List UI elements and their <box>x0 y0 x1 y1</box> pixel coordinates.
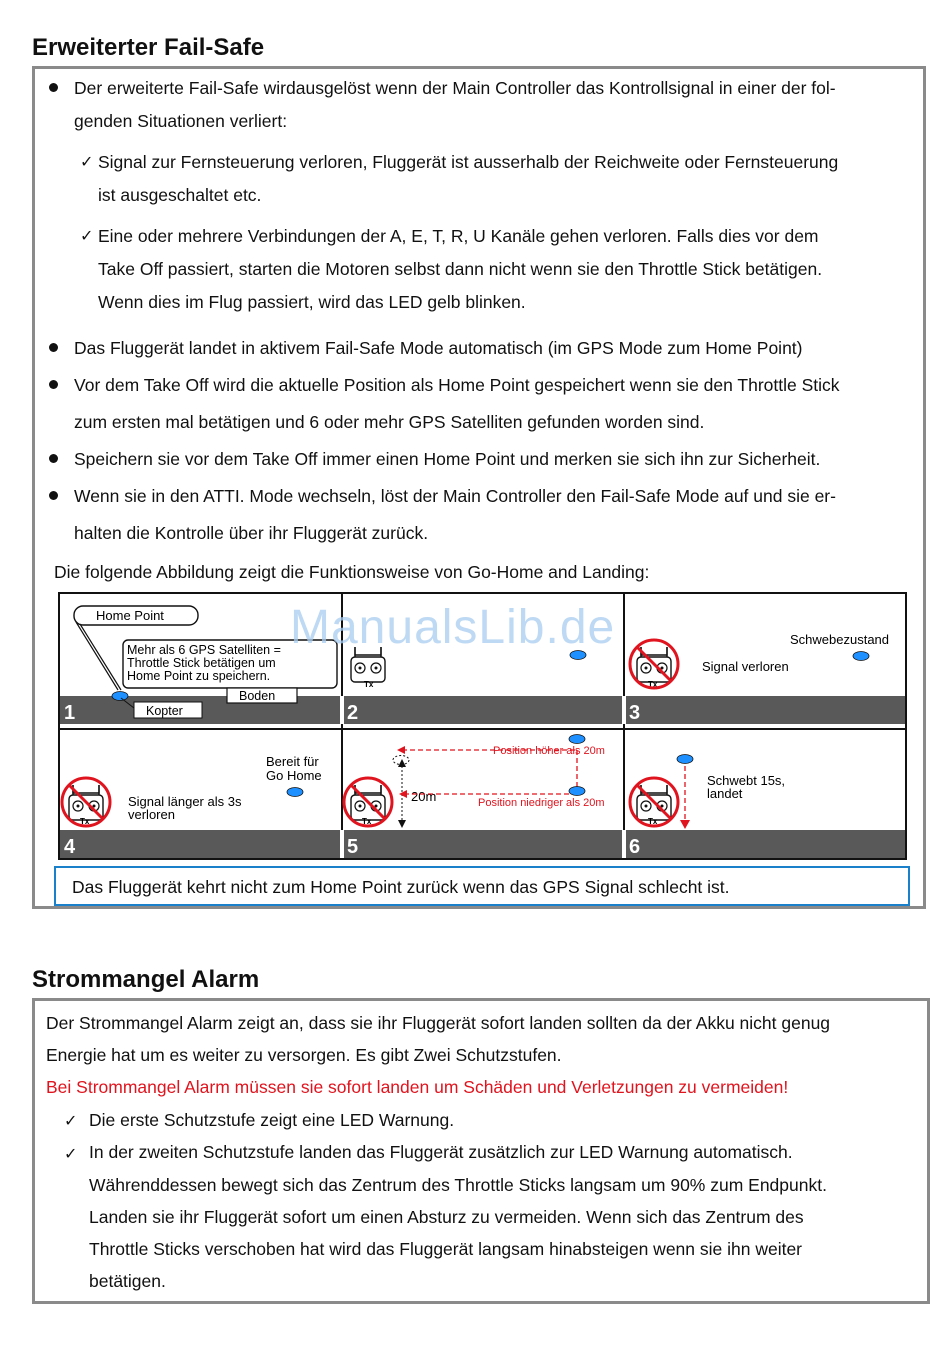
copter-icon <box>569 787 585 796</box>
alarm-intro-line-1: Der Strommangel Alarm zeigt an, dass sie ihr Fluggerät sofort landen sollten da der Akku nicht genug <box>46 1013 831 1033</box>
bullet-icon <box>49 491 58 500</box>
failsafe-bullet-4: Speichern sie vor dem Take Off immer einen Home Point und merken sie sich ihn zur Sicherheit. <box>74 449 821 469</box>
failsafe-bullet-3-line-2: zum ersten mal betätigen und 6 oder mehr GPS Satelliten gefunden worden sind. <box>74 412 705 432</box>
svg-text:Tx: Tx <box>364 680 374 689</box>
checkmark-icon: ✓ <box>64 1144 78 1163</box>
ready-label-line-1: Bereit für <box>266 754 319 769</box>
signal-lost-3s-line-2: verloren <box>128 807 175 822</box>
failsafe-check-2-line-3: Wenn dies im Flug passiert, wird das LED gelb blinken. <box>98 292 526 312</box>
svg-text:Tx: Tx <box>80 817 90 826</box>
gps-note-box <box>54 866 910 906</box>
alarm-check-2-line-4: Throttle Sticks verschoben hat wird das Fluggerät langsam hinabsteigen wenn sie ihn weiter <box>89 1239 803 1259</box>
alarm-check-2-line-5: betätigen. <box>89 1271 166 1291</box>
failsafe-bullet-5-line-2: halten die Kontrolle über ihr Fluggerät zurück. <box>74 523 429 543</box>
failsafe-check-1-line-1: Signal zur Fernsteuerung verloren, Fluggerät ist ausserhalb der Reichweite oder Fernsteuerung <box>98 152 839 172</box>
bullet-icon <box>49 343 58 352</box>
copter-icon <box>287 788 303 797</box>
failsafe-bullet-2: Das Fluggerät landet in aktivem Fail-Safe Mode automatisch (im GPS Mode zum Home Point) <box>74 338 803 358</box>
copter-icon <box>677 755 693 764</box>
ground-label: Boden <box>239 689 276 703</box>
panel-number-3: 3 <box>629 702 641 724</box>
panel-number-5: 5 <box>347 836 359 858</box>
bullet-icon <box>49 454 58 463</box>
signal-lost-label: Signal verloren <box>702 659 789 674</box>
section-title-power-alarm: Strommangel Alarm <box>32 966 260 993</box>
watermark: ManualsLib.de <box>290 601 616 654</box>
panel-bar-bottom <box>60 830 905 858</box>
height-label: 20m <box>411 789 437 804</box>
failsafe-check-2-line-2: Take Off passiert, starten die Motoren selbst dann nicht wenn sie den Throttle Stick betätigen. <box>98 259 823 279</box>
hover-land-line-2: landet <box>707 786 743 801</box>
signal-lost-3s-line-1: Signal länger als 3s <box>128 794 242 809</box>
failsafe-bullet-1-line-2: genden Situationen verliert: <box>74 111 288 131</box>
section-title-failsafe: Erweiterter Fail-Safe <box>32 34 265 61</box>
bullet-icon <box>49 83 58 92</box>
hover-label: Schwebezustand <box>790 632 890 647</box>
alarm-check-2-line-3: Landen sie ihr Fluggerät sofort um einen Absturz zu vermeiden. Wenn sich das Zentrum des <box>89 1207 804 1227</box>
position-lower-label: Position niedriger als 20m <box>478 797 605 809</box>
copter-icon <box>112 692 128 701</box>
checkmark-icon: ✓ <box>80 152 94 171</box>
svg-text:Tx: Tx <box>648 817 658 826</box>
figure-intro: Die folgende Abbildung zeigt die Funktionsweise von Go-Home and Landing: <box>54 562 650 582</box>
gps-note-line-3: Home Point zu speichern. <box>127 669 271 683</box>
failsafe-bullet-1-line-1: Der erweiterte Fail-Safe wirdausgelöst wenn der Main Controller das Kontrollsignal in einer der fol- <box>74 78 836 98</box>
gps-note-line-2: Throttle Stick betätigen um <box>127 656 276 670</box>
checkmark-icon: ✓ <box>64 1111 78 1130</box>
checkmark-icon: ✓ <box>80 226 94 245</box>
failsafe-check-2-line-1: Eine oder mehrere Verbindungen der A, E, T, R, U Kanäle gehen verloren. Falls dies vor dem <box>98 226 819 246</box>
failsafe-bullet-3-line-1: Vor dem Take Off wird die aktuelle Position als Home Point gespeichert wenn sie den Throttle Stick <box>74 375 840 395</box>
panel-number-2: 2 <box>347 702 359 724</box>
svg-text:Tx: Tx <box>362 817 372 826</box>
bullet-icon <box>49 380 58 389</box>
ready-label-line-2: Go Home <box>266 768 322 783</box>
hover-land-line-1: Schwebt 15s, <box>707 773 786 788</box>
panel-number-4: 4 <box>64 836 76 858</box>
home-point-label: Home Point <box>96 608 164 623</box>
copter-icon <box>853 652 869 661</box>
failsafe-bullet-5-line-1: Wenn sie in den ATTI. Mode wechseln, löst der Main Controller den Fail-Safe Mode auf und sie er- <box>74 486 836 506</box>
panel-number-1: 1 <box>64 702 76 724</box>
alarm-intro-line-2: Energie hat um es weiter zu versorgen. Es gibt Zwei Schutzstufen. <box>46 1045 562 1065</box>
alarm-check-2-line-2: Währenddessen bewegt sich das Zentrum des Throttle Sticks langsam um 90% zum Endpunkt. <box>89 1175 827 1195</box>
alarm-check-1: Die erste Schutzstufe zeigt eine LED Warnung. <box>89 1110 455 1130</box>
copter-label: Kopter <box>146 704 183 718</box>
panel-number-6: 6 <box>629 836 641 858</box>
failsafe-check-1-line-2: ist ausgeschaltet etc. <box>98 185 262 205</box>
gps-note-text: Das Fluggerät kehrt nicht zum Home Point zurück wenn das GPS Signal schlecht ist. <box>72 877 730 897</box>
svg-text:Tx: Tx <box>648 680 658 689</box>
gps-note-line-1: Mehr als 6 GPS Satelliten = <box>127 643 281 657</box>
copter-icon <box>569 735 585 744</box>
alarm-check-2-line-1: In der zweiten Schutzstufe landen das Fluggerät zusätzlich zur LED Warnung automatisch. <box>89 1142 793 1162</box>
position-higher-label: Position höher als 20m <box>493 745 605 757</box>
alarm-warning: Bei Strommangel Alarm müssen sie sofort landen um Schäden und Verletzungen zu vermeiden! <box>46 1077 789 1097</box>
